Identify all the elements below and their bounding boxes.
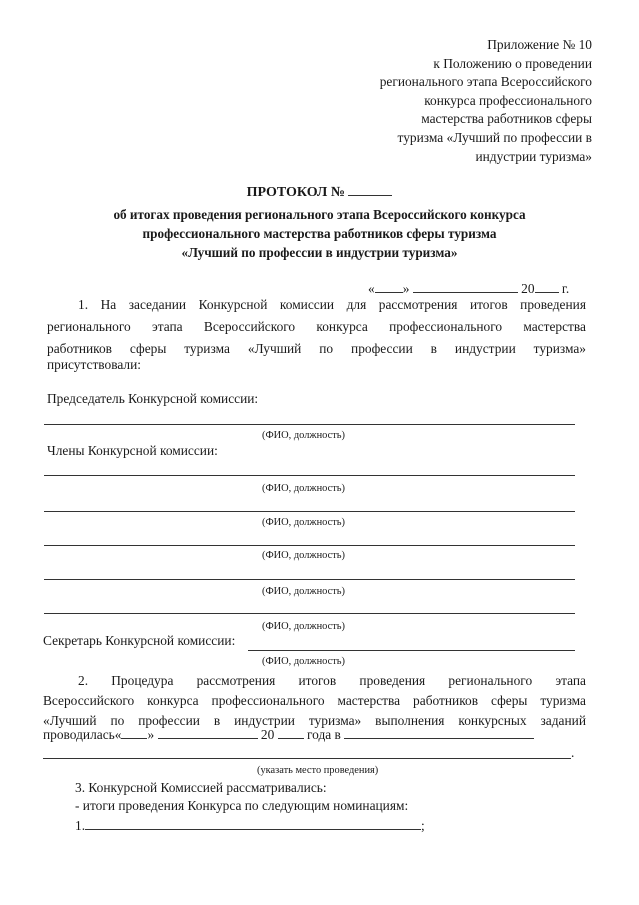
subtitle-line: «Лучший по профессии в индустрии туризма» (181, 245, 458, 260)
protocol-number-field[interactable] (348, 183, 392, 196)
subtitle-line: об итогах проведения регионального этапа Всероссийского конкурса (113, 207, 526, 222)
section3-item: - итоги проведения Конкурса по следующим номинациям: (75, 798, 409, 813)
member-caption: (ФИО, должность) (262, 621, 345, 632)
nomination-field[interactable] (85, 817, 421, 830)
nomination-line (75, 817, 425, 834)
section1-line: регионального этапа Всероссийского конкурса профессионального мастерства (47, 319, 586, 334)
chairman-signature-field[interactable] (44, 424, 575, 425)
section2-text: 2. Процедура рассмотрения итогов проведения регионального этапа (78, 673, 586, 688)
secretary-label: Секретарь Конкурсной комиссии: (43, 633, 236, 648)
secretary-field[interactable] (248, 650, 575, 651)
annex-line: регионального этапа Всероссийского (379, 74, 592, 90)
section2-year-suffix: года в (306, 727, 341, 742)
section2-place-line[interactable] (43, 758, 571, 759)
section2-date-start: проводилась« (43, 727, 122, 742)
member-caption: (ФИО, должность) (262, 517, 345, 528)
section2-year-prefix: 20 (260, 727, 275, 742)
annex-line: индустрии туризма» (475, 148, 592, 164)
section1-line (47, 297, 586, 313)
annex-line: конкурса профессионального (424, 92, 592, 108)
member-caption: (ФИО, должность) (262, 483, 345, 494)
section3-heading: 3. Конкурсной Комиссией рассматривались: (75, 780, 327, 795)
member-field[interactable] (44, 511, 575, 512)
section2-place-field[interactable] (344, 726, 534, 739)
section2-day-field[interactable] (121, 726, 147, 739)
section2-close-quote: » (147, 727, 155, 742)
section2-period: . (571, 745, 575, 760)
date-line (368, 280, 569, 297)
member-field[interactable] (44, 613, 575, 614)
annex-line: мастерства работников сферы (421, 111, 592, 127)
chairman-caption: (ФИО, должность) (262, 430, 345, 441)
date-open-quote: « (368, 281, 375, 296)
date-month-field[interactable] (413, 280, 518, 293)
section2-year-field[interactable] (278, 726, 304, 739)
nomination-number: 1. (75, 818, 86, 833)
protocol-subtitle (0, 205, 639, 262)
section2-date-line (43, 726, 534, 743)
date-close-quote: » (402, 281, 410, 296)
member-caption: (ФИО, должность) (262, 586, 345, 597)
annex-block (380, 36, 592, 166)
section1-last-line: присутствовали: (47, 357, 142, 372)
nomination-semicolon: ; (421, 818, 425, 833)
member-field[interactable] (44, 545, 575, 546)
date-year-prefix: 20 (521, 281, 535, 296)
member-field[interactable] (44, 475, 575, 476)
protocol-title-text: ПРОТОКОЛ № (246, 185, 345, 200)
annex-line: к Положению о проведении (433, 55, 592, 71)
section2-line (47, 673, 586, 689)
member-field[interactable] (44, 579, 575, 580)
annex-line: Приложение № 10 (487, 37, 592, 52)
section1-line: работников сферы туризма «Лучший по профессии в индустрии туризма» (47, 341, 586, 356)
subtitle-line: профессионального мастерства работников сферы туризма (142, 226, 497, 241)
section2-line: Всероссийского конкурса профессионального мастерства работников сферы туризма (43, 693, 586, 708)
date-year-field[interactable] (535, 280, 559, 293)
section2-caption: (указать место проведения) (257, 765, 379, 776)
member-caption: (ФИО, должность) (262, 550, 345, 561)
section1-text: 1. На заседании Конкурсной комиссии для рассмотрения итогов проведения (78, 297, 586, 312)
secretary-caption: (ФИО, должность) (262, 656, 345, 667)
members-label: Члены Конкурсной комиссии: (47, 443, 218, 458)
annex-line: туризма «Лучший по профессии в (397, 129, 592, 145)
section2-month-field[interactable] (158, 726, 258, 739)
date-year-suffix: г. (561, 281, 570, 296)
chairman-label: Председатель Конкурсной комиссии: (47, 391, 259, 406)
protocol-title (0, 183, 639, 201)
section2-line: «Лучший по профессии в индустрии туризма» выполнения конкурсных заданий (43, 713, 586, 728)
date-day-field[interactable] (375, 280, 403, 293)
